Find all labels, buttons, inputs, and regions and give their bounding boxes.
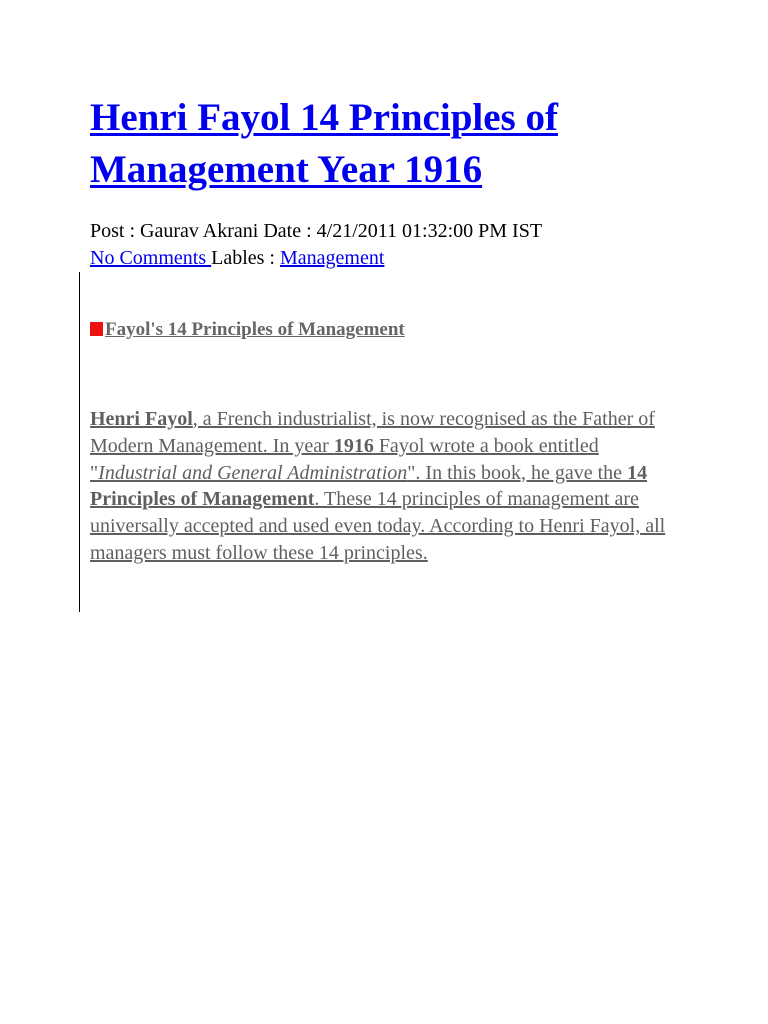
para-text-2: Fayol wrote a book entitled " [90,434,599,484]
para-bold-henri-fayol: Henri Fayol [90,408,193,430]
comments-link[interactable]: No Comments [90,247,212,269]
para-italic-book-title: Industrial and General Administration [98,461,408,484]
author-name: Gaurav Akrani [140,220,259,242]
date-label: Date : [258,220,317,242]
post-label: Post : [90,220,141,242]
post-title-link[interactable]: Henri Fayol 14 Principles of Management Year 1916 [90,96,558,191]
para-text-4: . These 14 principles of management are universally accepted and used even today. According to Henri Fayol, all managers must follow these 14 principles. [90,488,666,564]
red-square-bullet-icon [90,322,103,336]
para-bold-principles: 14 Principles of Management [90,461,648,511]
post-meta [90,218,740,272]
para-text-1: , a French industrialist, is now recognised as the Father of Modern Management. In year [90,408,655,457]
post-meta-line-2 [90,245,740,272]
section-heading-text: Fayol's 14 Principles of Management [105,319,405,340]
labels-label: Lables : [211,247,280,269]
intro-paragraph [90,406,690,567]
section-heading [90,317,405,343]
para-text-3: ". In this book, he gave the [407,461,628,484]
post-meta-line-1 [90,218,740,245]
para-bold-year: 1916 [333,434,374,457]
label-link-management[interactable]: Management [280,247,385,269]
left-divider-line [79,272,80,612]
post-title [90,92,730,196]
post-date: 4/21/2011 01:32:00 PM IST [316,220,543,242]
